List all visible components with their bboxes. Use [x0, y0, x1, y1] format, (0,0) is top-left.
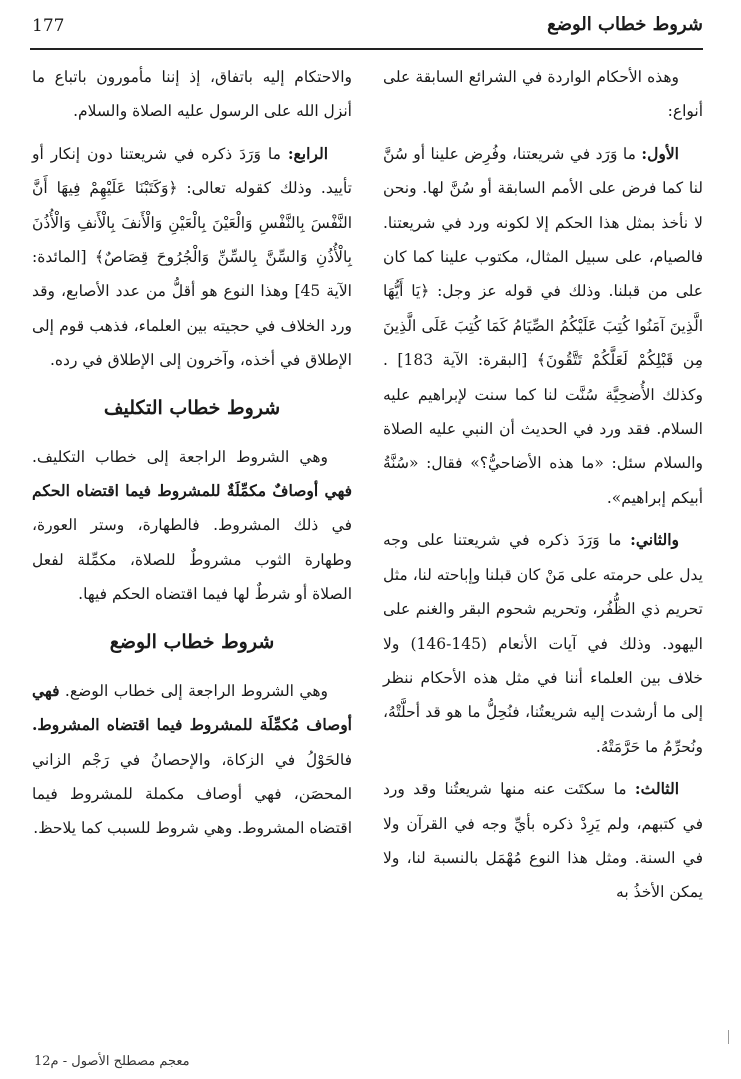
type-second-label: والثاني:: [630, 530, 679, 550]
type-fourth-paragraph: [32, 137, 352, 378]
taklif-text-start: وهي الشروط الراجعة إلى خطاب التكليف.: [32, 447, 328, 466]
intro-paragraph: [383, 60, 703, 129]
margin-mark: [728, 1030, 729, 1044]
right-column: [383, 60, 703, 910]
intro-text: وهذه الأحكام الواردة في الشرائع السابقة على أنواع:: [383, 68, 703, 121]
type-third-text: ما سكتَت عنه منها شريعتُنا وقد ورد في كتبهم، ولم يَرِدْ ذكره بأيِّ وجه في القرآن ولا في السنة. ومثل هذا النوع مُهْمَل بالنسبة لنا، ولا يمكن الأخذُ به: [383, 780, 703, 902]
type-first-label: الأول:: [641, 143, 679, 163]
wad-heading: شروط خطاب الوضع: [109, 630, 275, 653]
type-third-label: الثالث:: [634, 779, 679, 799]
taklif-text-end: في ذلك المشروط. فالطهارة، وستر العورة، وطهارة الثوب مشروطٌ للصلاة، مكمِّلة لفعل الصلاة أو شرطٌ لها فيما اقتضاه الحكم فيها.: [32, 516, 352, 604]
taklif-bold-definition: فهي أوصافٌ مكمِّلَةٌ للمشروط فيما اقتضاه الحكم: [32, 481, 352, 501]
wad-text-start: وهي الشروط الراجعة إلى خطاب الوضع.: [64, 681, 328, 700]
continuation-paragraph: [32, 60, 352, 129]
type-third-paragraph: [383, 772, 703, 910]
wad-text-end: فالحَوْلُ في الزكاة، والإحصانُ في رَجْم الزاني المحصَن، فهي أوصاف مكملة للمشروط فيما اقتضاه المشروط. وهي شروط للسبب كما يلاحظ.: [32, 750, 352, 838]
type-first-paragraph: [383, 137, 703, 515]
continuation-text: والاحتكام إليه باتفاق، إذ إننا مأمورون باتباع ما أنزل الله على الرسول عليه الصلاة والسلام.: [32, 68, 352, 121]
type-fourth-label: الرابع:: [287, 143, 329, 163]
type-fourth-text: ما وَرَدَ ذكره في شريعتنا دون إنكار أو تأييد. وذلك كقوله تعالى: ﴿وَكَتَبْنَا عَلَيْهِمْ فِيهَا أَنَّ النَّفْسَ بِالنَّفْسِ وَالْعَيْنَ بِالْعَيْنِ وَالْأَنفَ بِالْأَنفِ وَالْأُذُنَ بِالْأُذُنِ وَالسِّنَّ بِالسِّنِّ وَالْجُرُوحَ قِصَاصٌ﴾ [المائدة: الآية 45] وهذا النوع هو أقلُّ من عدد الأصابع، وقد ورد الخلاف في حجيته بين العلماء، فذهب قوم إلى الإطلاق في أخذه، وآخرون إلى الإطلاق في رده.: [32, 144, 352, 370]
taklif-paragraph: [32, 440, 352, 612]
wad-bold-definition: فهي أوصاف مُكمِّلَة للمشروط فيما اقتضاه المشروط.: [32, 680, 352, 735]
page-header: [30, 14, 703, 50]
page-number: 177: [32, 16, 65, 36]
left-column: [32, 60, 352, 846]
type-second-paragraph: [383, 523, 703, 764]
type-second-text: ما وَرَدَ ذكره في شريعتنا على وجه يدل على حرمته على مَنْ كان قبلنا وإباحته لنا، مثل تحريم ذي الظُّفُر، وتحريم شحوم البقر والغنم على اليهود. وذلك في آيات الأنعام (145-146) ولا خلاف بين العلماء أننا في مثل هذه الأحكام ننظر إلى ما أرشدت إليه شريعتُنا، فنُحِلُّ ما هو قد أحلَّتْهُ، ونُحرِّمُ ما حَرَّمَتْهُ.: [383, 531, 703, 756]
page-footer: معجم مصطلح الأصول - م12: [34, 1054, 190, 1069]
type-first-text: ما وَرَد في شريعتنا، وفُرِض علينا أو سُنَّ لنا كما فرض على الأمم السابقة أو سُنَّ لها. ونحن لا نأخذ بمثل هذا الحكم إلا لكونه ورد في شريعتنا. فالصيام، على سبيل المثال، مكتوب علينا كما كان على من قبلنا. وذلك في قوله عز وجل: ﴿يَا أَيُّهَا الَّذِينَ آمَنُوا كُتِبَ عَلَيْكُمُ الصِّيَامُ كَمَا كُتِبَ عَلَى الَّذِينَ مِن قَبْلِكُمْ لَعَلَّكُمْ تَتَّقُونَ﴾ [البقرة: الآية 183] . وكذلك الأُضحِيَّة سُنَّت لنا كما سنت لإبراهيم عليه السلام. فقد ورد في الحديث أن النبي عليه الصلاة والسلام سئل: «ما هذه الأضاحيُّ؟» فقال: «سُنَّةُ أبيكم إبراهيم».: [383, 144, 703, 507]
taklif-heading: شروط خطاب التكليف: [103, 396, 281, 419]
wad-paragraph: [32, 674, 352, 846]
running-title: شروط خطاب الوضع: [547, 14, 703, 35]
